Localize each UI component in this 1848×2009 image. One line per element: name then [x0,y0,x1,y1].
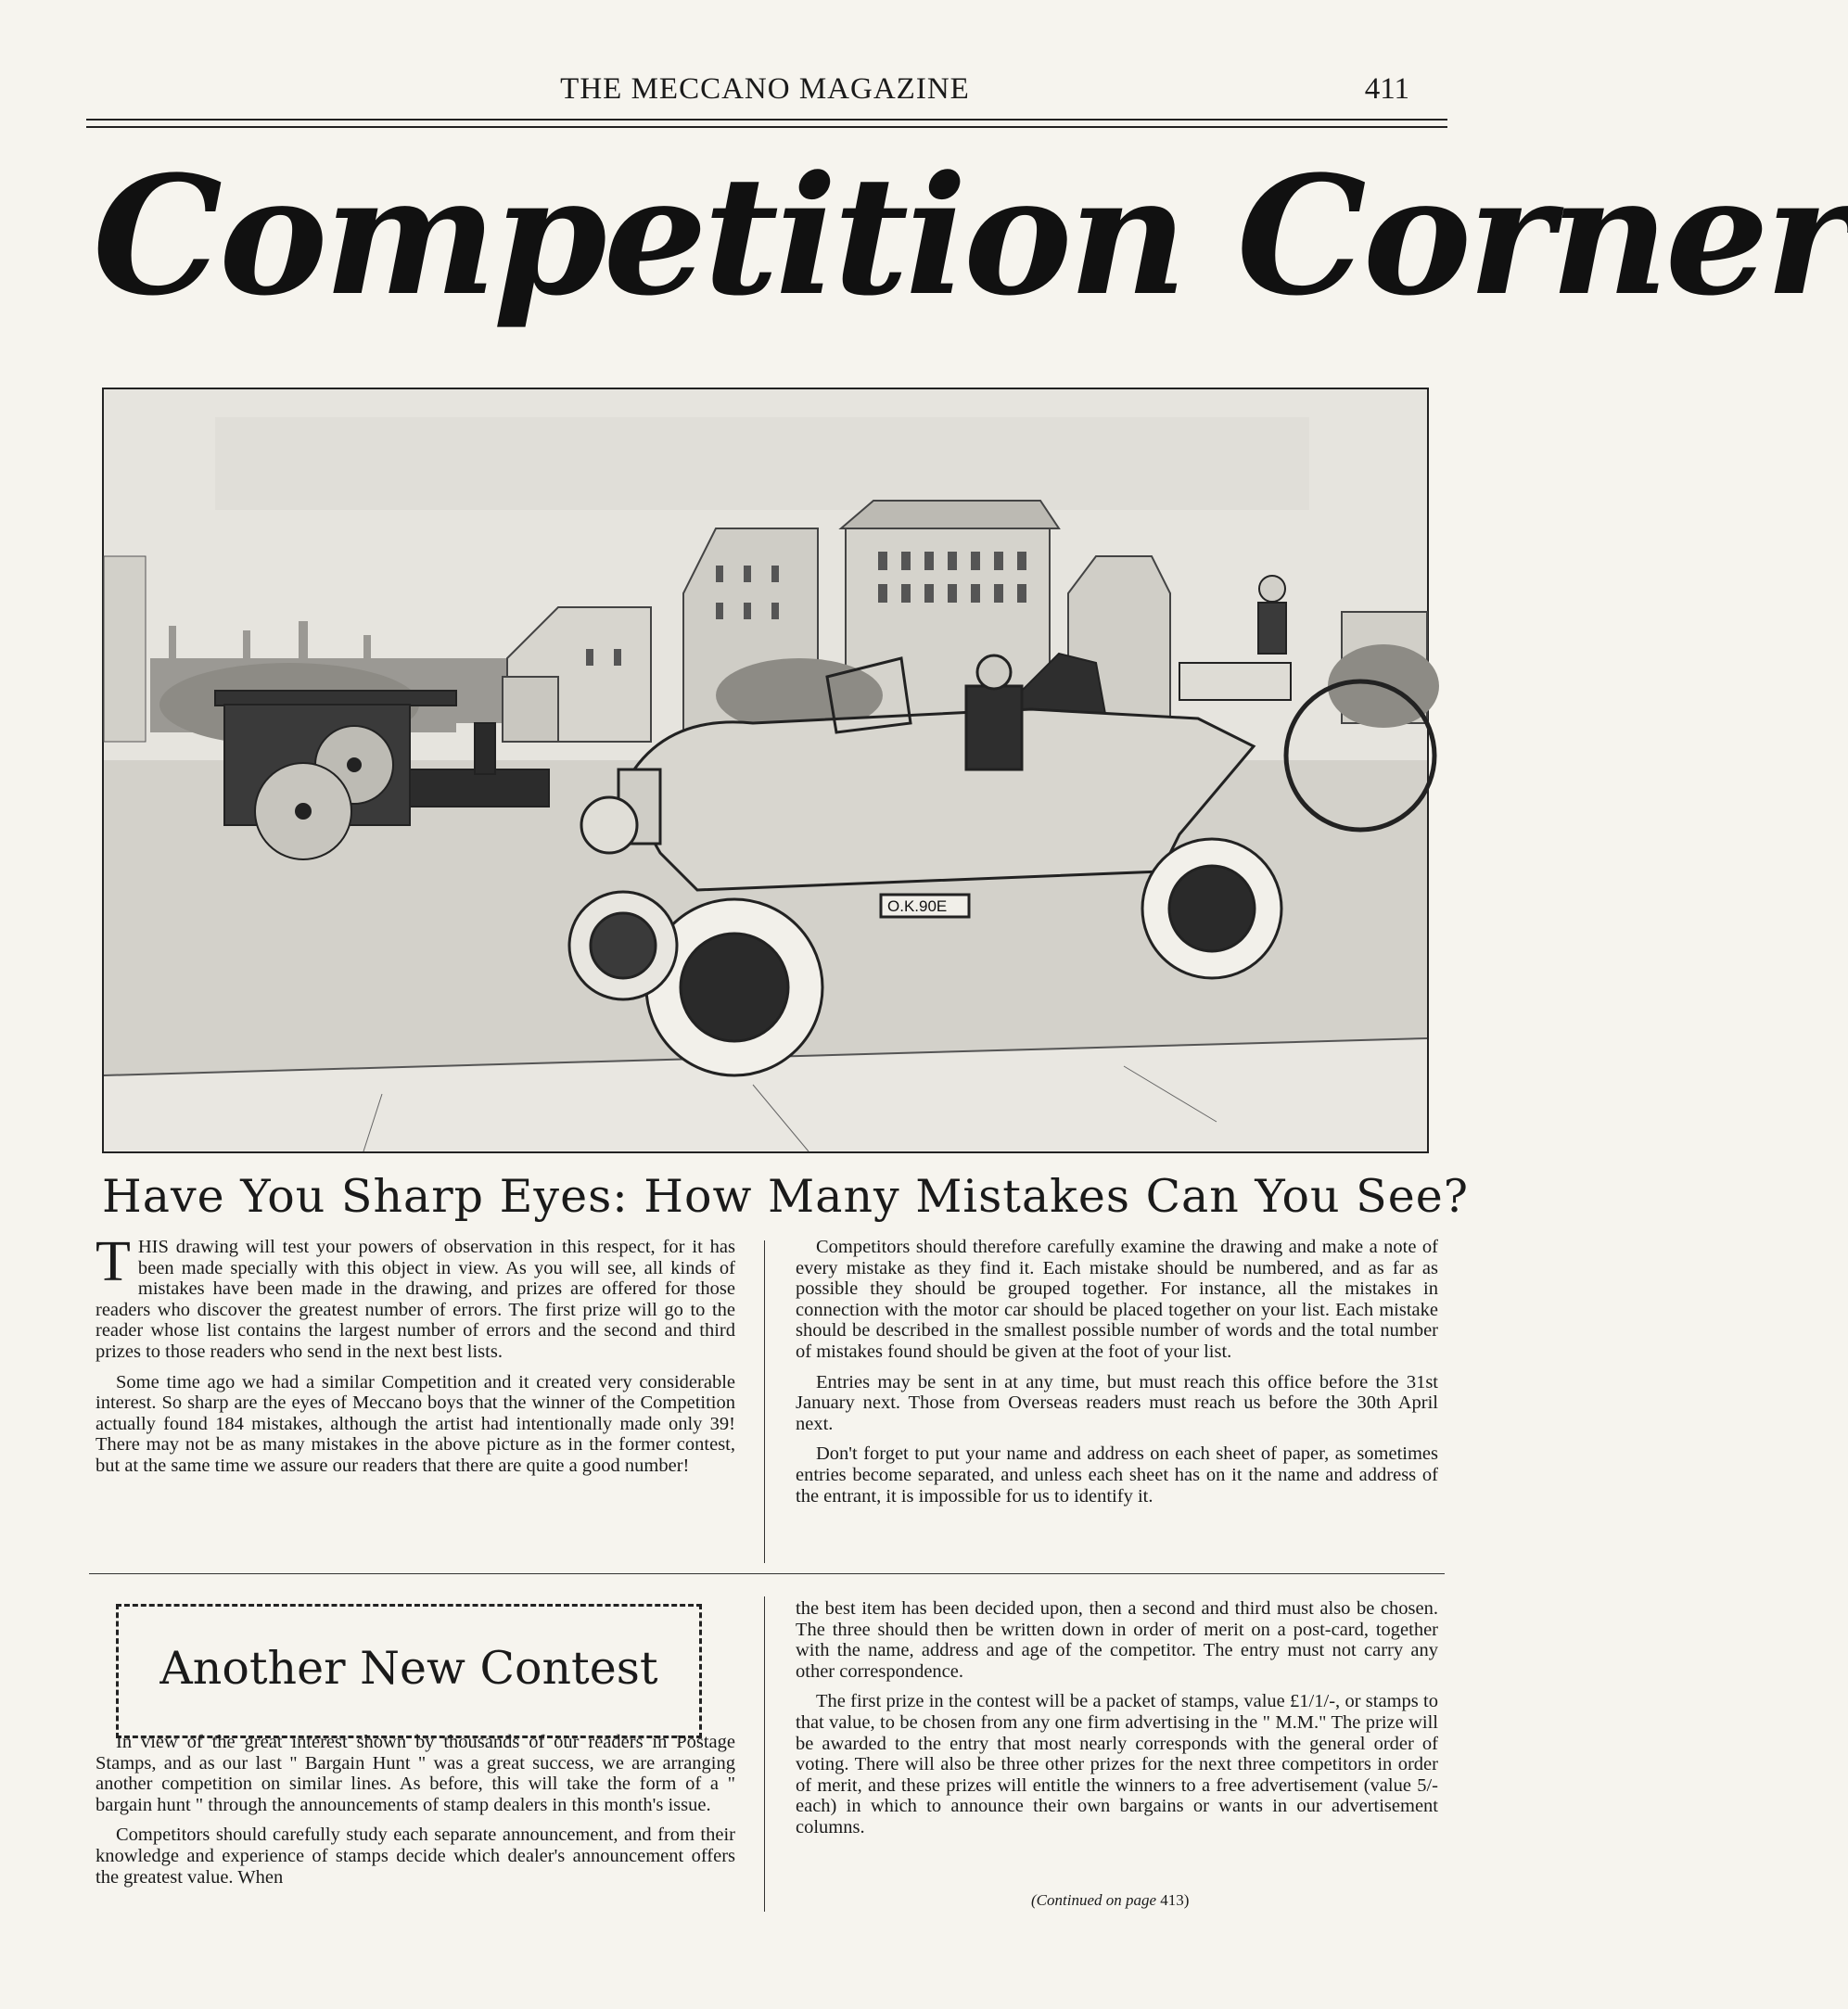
street-scene-drawing [104,389,1427,1151]
contest-paragraph-4: The first prize in the contest will be a packet of stamps, value £1/1/-, or stamps to that value, to be chosen from any one firm advertising in the " M.M." The prize will be awarded to the entry that most nearly corresponds with the general order of voting. There will also be three other prizes for the next three competitors in order of merit, and these prizes will entitle the winners to a free advertisement (value 5/- each) in which to announce their own bargains or wants in our advertisement columns. [796,1691,1438,1837]
contest-title: Another New Contest [159,1642,658,1695]
section-divider [89,1573,1445,1574]
column-divider-top [764,1240,765,1563]
continued-note [1031,1891,1189,1910]
contest-paragraph-2: Competitors should carefully study each separate announcement, and from their knowledge and experience of stamps decide which dealer's announcement offers the greatest value. When [96,1825,735,1888]
contest-paragraph-3: the best item has been decided upon, then a second and third must also be chosen. The three should then be written down in order of merit on a post-card, together with the name, address and age of the competitor. The entry must not carry any other correspondence. [796,1598,1438,1682]
competition-illustration [102,388,1429,1153]
sharp-eyes-right-column [796,1237,1438,1516]
contest-title-box [116,1604,702,1738]
page-header [83,72,1447,109]
sharp-eyes-left-column [96,1230,735,1486]
contest-right-column [796,1598,1438,1848]
sharp-eyes-p1-text: HIS drawing will test your powers of observation in this respect, for it has been made specially with this object in view. As you will see, all kinds of mistakes have been made in the drawing, and prizes are offered for those readers who discover the greatest number of errors. The first prize will go to the reader whose list contains the largest number of errors and the second and third prizes to those readers who send in the next best lists. [96,1237,735,1362]
magazine-title: THE MECCANO MAGAZINE [560,72,970,106]
sharp-eyes-paragraph-3: Competitors should therefore carefully examine the drawing and make a note of every mistake as they find it. Each mistake should be numbered, and as far as possible they should be grouped together. For instance, all the mistakes in connection with the motor car should be placed together on your list. Each mistake should be described in the smallest possible number of words and the total number of mistakes found should be given at the foot of your list. [796,1237,1438,1362]
sharp-eyes-paragraph-5: Don't forget to put your name and address on each sheet of paper, as sometimes entries become separated, and unless each sheet has on it the name and address of the entrant, it is impossible for us to identify it. [796,1443,1438,1507]
page-number: 411 [1364,72,1409,106]
sharp-eyes-paragraph-1 [96,1230,735,1363]
column-divider-bottom [764,1596,765,1912]
continued-prefix: (Continued on [1031,1891,1122,1909]
car-number-plate: O.K.90E [887,897,948,915]
sharp-eyes-paragraph-2: Some time ago we had a similar Competition and it created very considerable interest. So sharp are the eyes of Meccano boys that the winner of the Competition actually found 184 mistakes, although the artist had intentionally made only 39! There may not be as many mistakes in the above picture as in the former contest, but at the same time we assure our readers that there are quite a good number! [96,1371,735,1476]
contest-left-column [96,1732,735,1897]
continued-page-word: page [1126,1891,1157,1909]
contest-paragraph-1: In view of the great interest shown by thousands of our readers in Postage Stamps, and as our last " Bargain Hunt " was a great success, we are arranging another competition on similar lines. As before, this will take the form of a " bargain hunt " through the announcements of stamp dealers in this month's issue. [96,1732,735,1815]
continued-page-number: 413) [1160,1891,1190,1909]
sharp-eyes-paragraph-4: Entries may be sent in at any time, but must reach this office before the 31st January next. Those from Overseas readers must reach us before the 30th April next. [796,1371,1438,1434]
masthead-title: Competition Corner [93,140,1848,332]
article-headline: Have You Sharp Eyes: How Many Mistakes Can You See? [102,1170,1469,1223]
drop-cap: T [96,1230,131,1293]
